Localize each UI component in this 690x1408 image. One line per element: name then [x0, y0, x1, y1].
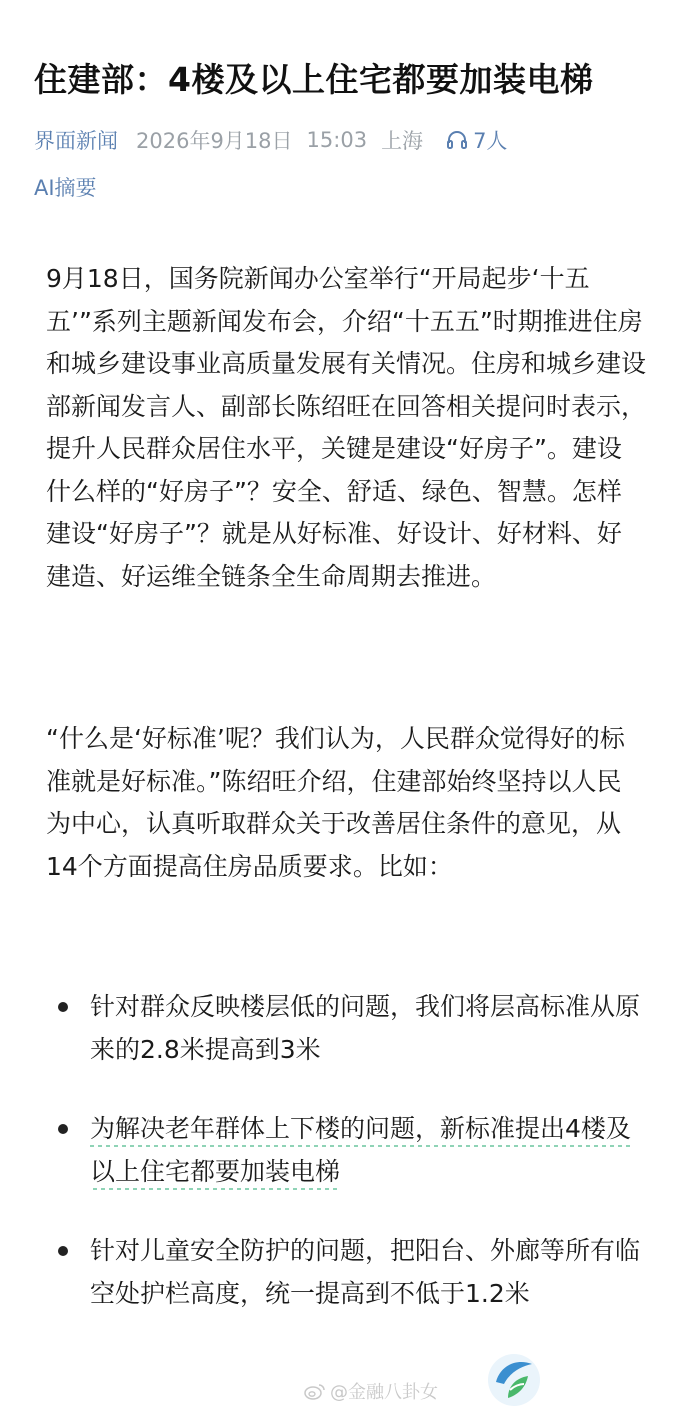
article-paragraph-2: “什么是‘好标准’呢？我们认为，人民群众觉得好的标准就是好标准。”陈绍旺介绍，住建部始终坚持以人民为中心，认真听取群众关于改善居住条件的意见，从14个方面提高住房品质要求。比如：: [46, 724, 625, 881]
ai-summary-button[interactable]: AI摘要: [34, 176, 97, 200]
article-title: 住建部：4楼及以上住宅都要加装电梯: [34, 60, 594, 99]
source-link[interactable]: 界面新闻: [34, 129, 118, 153]
article-paragraph-1: 9月18日，国务院新闻办公室举行“开局起步‘十五五’”系列主题新闻发布会，介绍“十五五”时期推进住房和城乡建设事业高质量发展有关情况。住房和城乡建设部新闻发言人、副部长陈绍旺在回答相关提问时表示，提升人民群众居住水平，关键是建设“好房子”。建设什么样的“好房子”？安全、舒适、绿色、智慧。怎样建设“好房子”？就是从好标准、好设计、好材料、好建造、好运维全链条全生命周期去推进。: [46, 264, 647, 591]
watermark-text: @金融八卦女: [330, 1382, 438, 1403]
listen-button[interactable]: [445, 125, 507, 155]
app-logo-icon: [486, 1352, 542, 1408]
publish-date: 2026年9月18日: [136, 129, 293, 153]
list-item: [46, 1108, 646, 1193]
weibo-icon: [304, 1382, 326, 1400]
list-item: [46, 1230, 646, 1315]
highlighted-bullet-text[interactable]: 为解决老年群体上下楼的问题，新标准提出4楼及以上住宅都要加装电梯: [90, 1114, 631, 1190]
bullet-list: [46, 986, 646, 1315]
list-item: [46, 986, 646, 1071]
bullet-dot: [58, 1124, 68, 1134]
publish-location: 上海: [381, 129, 424, 153]
publish-time: 15:03: [306, 128, 368, 152]
headphones-icon: [445, 128, 469, 152]
article-meta: [34, 120, 664, 160]
bullet-dot: [58, 1246, 68, 1256]
watermark: [304, 1378, 438, 1404]
bullet-text: 针对儿童安全防护的问题，把阳台、外廊等所有临空处护栏高度，统一提高到不低于1.2米: [90, 1236, 641, 1308]
listener-count: 7人: [473, 129, 508, 153]
bullet-text: 针对群众反映楼层低的问题，我们将层高标准从原来的2.8米提高到3米: [90, 992, 641, 1064]
bullet-dot: [58, 1002, 68, 1012]
